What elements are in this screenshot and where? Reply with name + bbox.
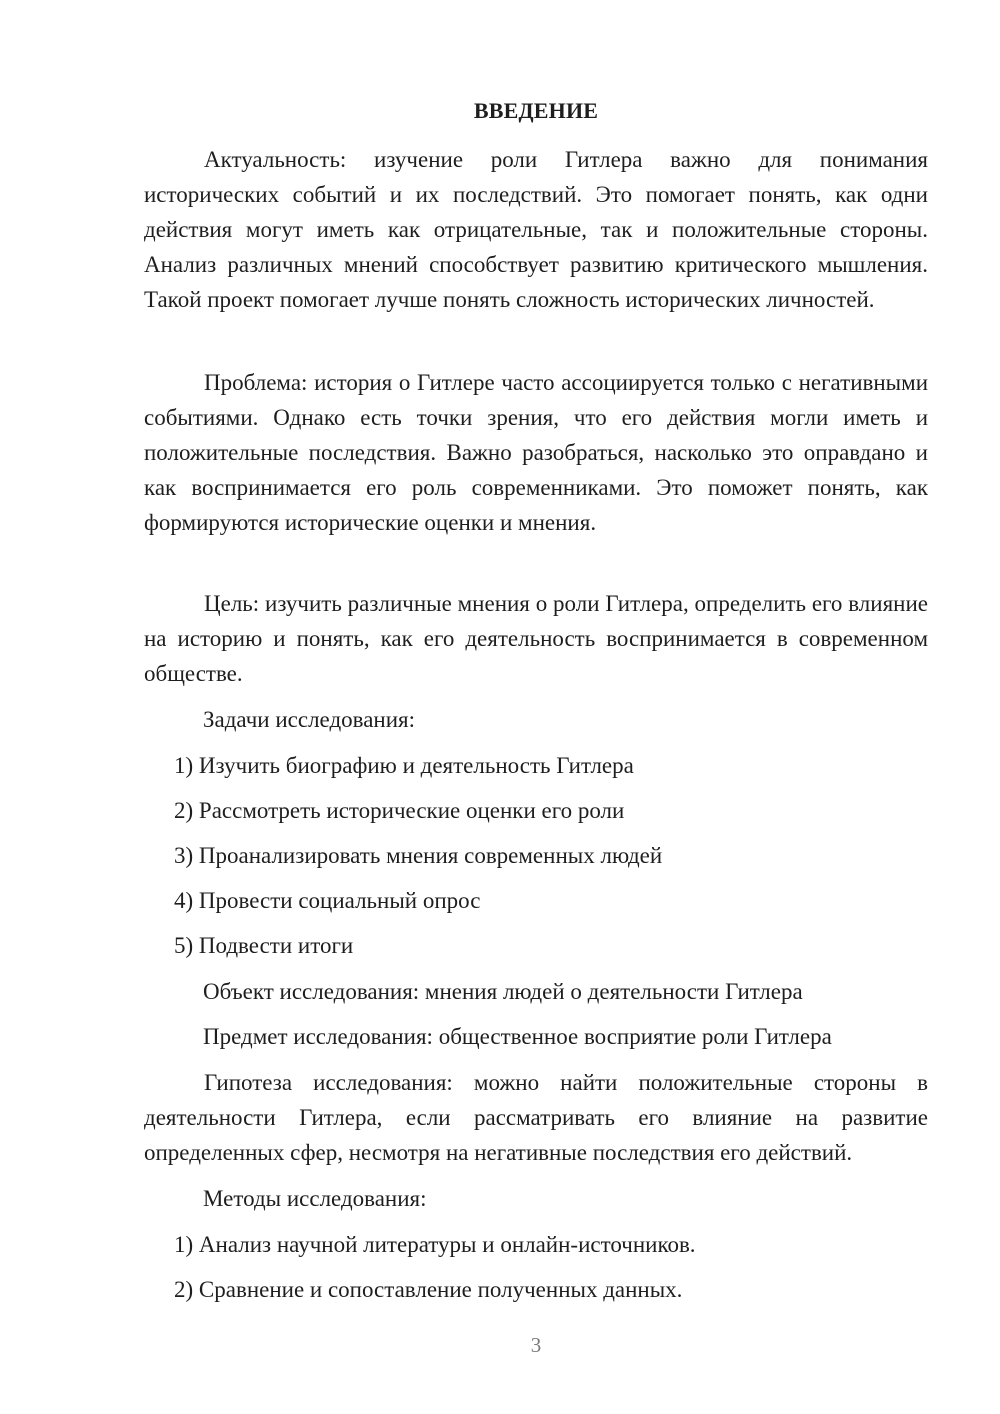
page-title: ВВЕДЕНИЕ: [473, 98, 599, 123]
task-item: 4) Провести социальный опрос: [174, 888, 481, 913]
research-object: Объект исследования: мнения людей о деятельности Гитлера: [203, 979, 803, 1004]
problem-paragraph: Проблема: история о Гитлере часто ассоциируется только с негативными событиями. Однако есть точки зрения, что его действия могли иметь и положительные последствия. Важно разобраться, насколько это оправдано и как воспринимается его роль современниками. Это поможет понять, как формируются исторические оценки и мнения.: [144, 370, 928, 535]
page-number: 3: [530, 1333, 542, 1357]
task-item: 1) Изучить биографию и деятельность Гитлера: [174, 753, 634, 778]
tasks-heading: Задачи исследования:: [203, 707, 416, 732]
task-item: 5) Подвести итоги: [174, 933, 354, 958]
method-item: 2) Сравнение и сопоставление полученных данных.: [174, 1277, 683, 1302]
methods-heading: Методы исследования:: [203, 1186, 427, 1211]
method-item: 1) Анализ научной литературы и онлайн-источников.: [174, 1232, 696, 1257]
task-item: 2) Рассмотреть исторические оценки его роли: [174, 798, 625, 823]
goal-paragraph: Цель: изучить различные мнения о роли Гитлера, определить его влияние на историю и понять, как его деятельность воспринимается в современном обществе.: [144, 591, 928, 686]
research-subject: Предмет исследования: общественное восприятие роли Гитлера: [203, 1024, 832, 1049]
hypothesis-paragraph: Гипотеза исследования: можно найти положительные стороны в деятельности Гитлера, если рассматривать его влияние на развитие определенных сфер, несмотря на негативные последствия его действий.: [144, 1070, 928, 1165]
relevance-paragraph: Актуальность: изучение роли Гитлера важно для понимания исторических событий и их последствий. Это помогает понять, как одни действия могут иметь как отрицательные, так и положительные стороны. Анализ различных мнений способствует развитию критического мышления. Такой проект помогает лучше понять сложность исторических личностей.: [144, 147, 928, 312]
task-item: 3) Проанализировать мнения современных людей: [174, 843, 663, 868]
